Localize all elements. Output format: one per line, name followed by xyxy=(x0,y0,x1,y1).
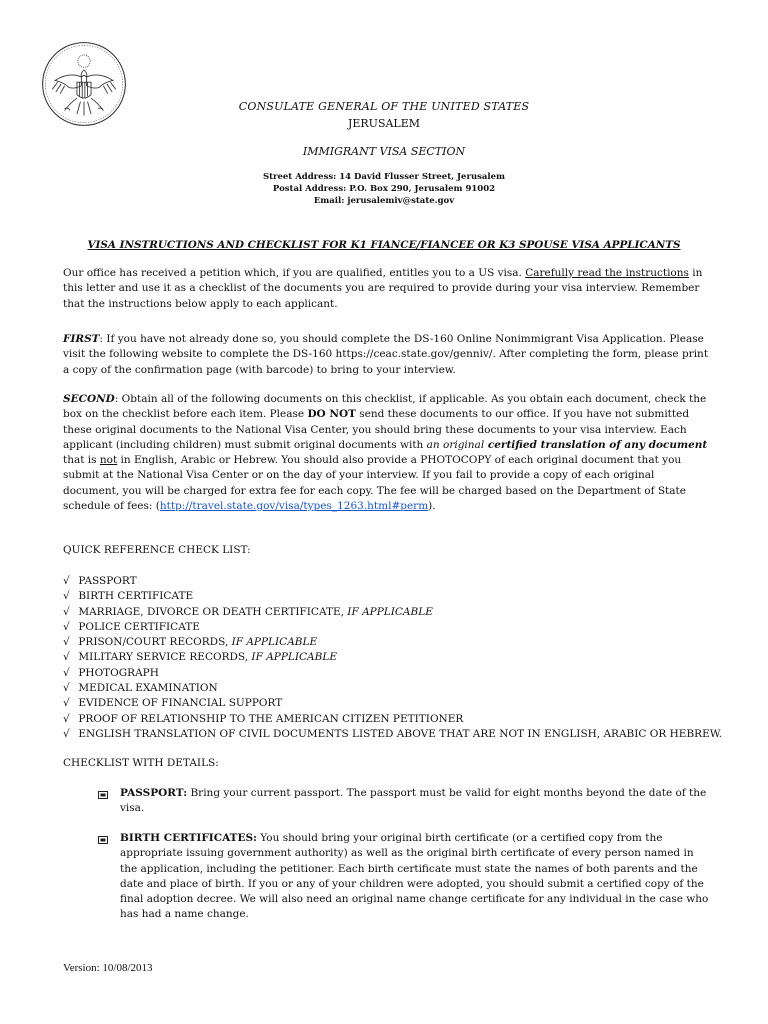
street-address: Street Address: 14 David Flusser Street, Jerusalem xyxy=(262,172,506,182)
checklist-item: √ ENGLISH TRANSLATION OF CIVIL DOCUMENTS LISTED ABOVE THAT ARE NOT IN ENGLISH, ARABIC OR HEBREW. xyxy=(63,727,722,742)
great-seal-emblem xyxy=(40,40,128,128)
detail-text: Bring your current passport. The passport must be valid for eight months beyond the date of the visa. xyxy=(120,787,707,815)
fee-schedule-link[interactable]: http://travel.state.gov/visa/types_1263.html#perm xyxy=(159,500,429,513)
first-label: FIRST xyxy=(63,333,100,345)
section-name: IMMIGRANT VISA SECTION xyxy=(302,145,466,158)
second-paragraph xyxy=(63,392,713,514)
detail-item-passport xyxy=(120,786,710,817)
certified-translation-emphasis: certified translation of any document xyxy=(484,438,708,451)
second-text-2: send these documents to our office. If you have not submitted these original documents to the National Visa Center, you should bring these documents to your visa interview. Each applicant (including children) must submit original documents with xyxy=(63,408,690,451)
checklist-item: √ PROOF OF RELATIONSHIP TO THE AMERICAN CITIZEN PETITIONER xyxy=(63,712,722,727)
intro-text-a: Our office has received a petition which, if you are qualified, entitles you to a US visa. xyxy=(63,267,526,279)
intro-text-c: in this letter and use it as a checklist of the documents you are required to provide during your visa interview. Remember that the instructions below apply to each applicant. xyxy=(63,267,703,310)
checklist-item: √ PASSPORT xyxy=(63,574,722,589)
checklist-item: √ POLICE CERTIFICATE xyxy=(63,620,722,635)
checklist-item: √ PHOTOGRAPH xyxy=(63,666,722,681)
checkmark-icon: √ xyxy=(63,575,70,587)
checklist-item: √ MEDICAL EXAMINATION xyxy=(63,681,722,696)
checklist-item: √ EVIDENCE OF FINANCIAL SUPPORT xyxy=(63,696,722,711)
intro-paragraph xyxy=(63,266,713,312)
checkmark-icon: √ xyxy=(63,727,70,740)
checkmark-icon: √ xyxy=(63,651,70,664)
first-text: : If you have not already done so, you should complete the DS-160 Online Nonimmigrant Visa Application. Please visit the following website to complete the DS-160 https://ceac.state.gov/genniv/. After completing the form, please print a copy of the confirmation page (with barcode) to bring to your interview. xyxy=(63,333,709,376)
email-address: Email: jerusalemiv@state.gov xyxy=(313,196,455,206)
version-footer: Version: 10/08/2013 xyxy=(63,962,153,974)
original-emphasis: an original xyxy=(426,438,485,451)
quick-reference-checklist xyxy=(63,574,722,742)
intro-emphasis: Carefully read the instructions xyxy=(525,267,689,279)
checkmark-icon: √ xyxy=(63,712,70,725)
second-text-4: in English, Arabic or Hebrew. You should also provide a PHOTOCOPY of each original document that you submit at the National Visa Center or on the day of your interview. If you fail to provide a copy of each original document, you will be charged for extra fee for each copy. The fee will be charged based on the Department of State schedule of fees: ( xyxy=(63,454,686,513)
second-text-5: ). xyxy=(428,500,436,513)
checkmark-icon: √ xyxy=(63,666,70,679)
consulate-name: CONSULATE GENERAL OF THE UNITED STATES xyxy=(238,100,530,113)
detail-label: PASSPORT: xyxy=(120,787,188,799)
checklist-item: √ BIRTH CERTIFICATE xyxy=(63,589,722,604)
detail-label: BIRTH CERTIFICATES: xyxy=(120,832,257,844)
checkmark-icon: √ xyxy=(63,620,70,633)
checkbox-bullet-icon xyxy=(98,836,108,844)
checkmark-icon: √ xyxy=(63,697,70,710)
quick-reference-heading: QUICK REFERENCE CHECK LIST: xyxy=(63,544,251,556)
document-title: VISA INSTRUCTIONS AND CHECKLIST FOR K1 FIANCE/FIANCEE OR K3 SPOUSE VISA APPLICANTS xyxy=(87,239,681,251)
detail-text: You should bring your original birth certificate (or a certified copy from the appropriate issuing government authority) as well as the original birth certificate of every person named in the application, including the petitioner. Each birth certificate must state the names of both parents and the date and place of birth. If you or any of your children were adopted, you should submit a certified copy of the final adoption decree. We will also need an original name change certificate for any individual in the case who has had a name change. xyxy=(120,832,709,921)
checkmark-icon: √ xyxy=(63,605,70,618)
detail-item-birth-certificates xyxy=(120,831,710,923)
postal-address: Postal Address: P.O. Box 290, Jerusalem 91002 xyxy=(272,184,496,194)
do-not-emphasis: DO NOT xyxy=(307,408,356,421)
checklist-item: √ MARRIAGE, DIVORCE OR DEATH CERTIFICATE, IF APPLICABLE xyxy=(63,605,722,620)
second-label: SECOND xyxy=(63,393,115,405)
address-block xyxy=(60,171,708,207)
checklist-item: √ MILITARY SERVICE RECORDS, IF APPLICABLE xyxy=(63,650,722,665)
checkmark-icon: √ xyxy=(63,682,70,695)
checkbox-bullet-icon xyxy=(98,791,108,799)
not-emphasis: not xyxy=(99,454,118,467)
consulate-city: JERUSALEM xyxy=(347,117,421,130)
checkmark-icon: √ xyxy=(63,590,70,603)
checklist-item: √ PRISON/COURT RECORDS, IF APPLICABLE xyxy=(63,635,722,650)
second-text-1: : Obtain all of the following documents on this checklist, if applicable. As you obtain each document, check the box on the checklist before each item. Please xyxy=(63,393,707,421)
checkmark-icon: √ xyxy=(63,636,70,649)
second-text-3: that is xyxy=(63,454,100,467)
first-paragraph xyxy=(63,332,713,378)
details-heading: CHECKLIST WITH DETAILS: xyxy=(63,757,219,769)
